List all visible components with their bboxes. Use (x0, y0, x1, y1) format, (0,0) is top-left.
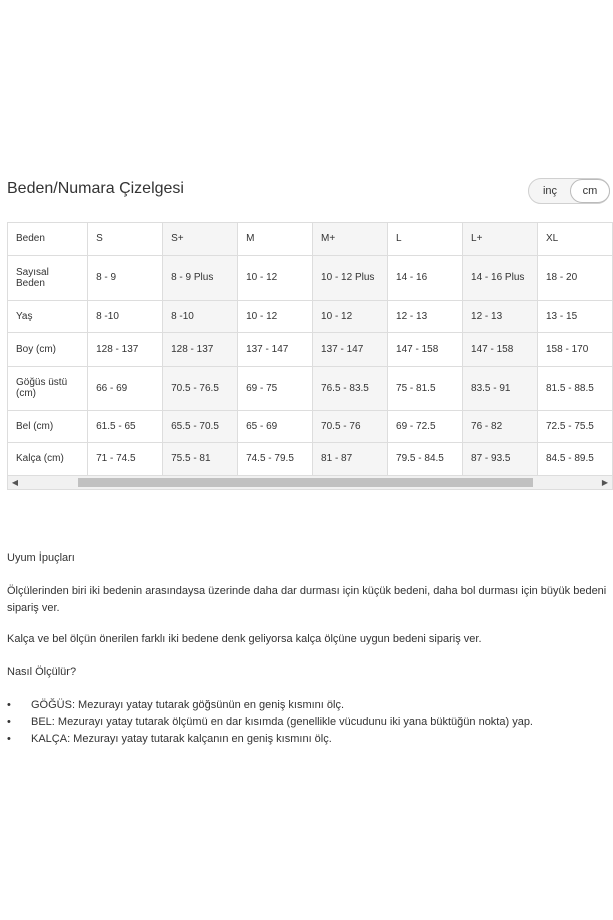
table-cell: 70.5 - 76 (313, 410, 388, 442)
table-cell: 81.5 - 88.5 (538, 366, 613, 410)
table-cell: 81 - 87 (313, 442, 388, 475)
size-chart-table (7, 222, 613, 475)
table-cell: 74.5 - 79.5 (238, 442, 313, 475)
how-to-measure-heading: Nasıl Ölçülür? (7, 666, 77, 678)
size-header-cell: S+ (163, 223, 238, 255)
row-label: Boy (cm) (8, 332, 88, 366)
table-cell: 8 -10 (163, 300, 238, 332)
scroll-right-icon[interactable]: ▶ (601, 478, 609, 487)
table-cell: 158 - 170 (538, 332, 613, 366)
measure-instructions-list (7, 697, 533, 748)
list-item: • BEL: Mezurayı yatay tutarak ölçümü en dar kısımda (genellikle vücudunu iki yana büktüğün nokta) yap. (7, 716, 533, 728)
table-cell: 65 - 69 (238, 410, 313, 442)
size-header-cell: L+ (463, 223, 538, 255)
table-cell: 10 - 12 (238, 300, 313, 332)
table-cell: 128 - 137 (163, 332, 238, 366)
row-label: Sayısal Beden (8, 255, 88, 300)
row-label: Bel (cm) (8, 410, 88, 442)
table-cell: 69 - 75 (238, 366, 313, 410)
page-title: Beden/Numara Çizelgesi (7, 180, 184, 197)
table-cell: 14 - 16 Plus (463, 255, 538, 300)
list-item-text: BEL: Mezurayı yatay tutarak ölçümü en dar kısımda (genellikle vücudunu iki yana büktüğün nokta) yap. (31, 716, 533, 728)
table-cell: 83.5 - 91 (463, 366, 538, 410)
table-cell: 87 - 93.5 (463, 442, 538, 475)
table-row (8, 410, 613, 442)
table-cell: 12 - 13 (388, 300, 463, 332)
size-header-cell: XL (538, 223, 613, 255)
size-header-cell: M (238, 223, 313, 255)
table-cell: 75 - 81.5 (388, 366, 463, 410)
fit-tips-heading: Uyum İpuçları (7, 552, 75, 564)
unit-option-cm[interactable]: cm (570, 179, 610, 203)
table-cell: 70.5 - 76.5 (163, 366, 238, 410)
table-cell: 13 - 15 (538, 300, 613, 332)
fit-tips-paragraph: Kalça ve bel ölçün önerilen farklı iki bedene denk geliyorsa kalça ölçüne uygun bedeni sipariş ver. (7, 633, 482, 645)
horizontal-scrollbar[interactable] (7, 475, 613, 490)
size-header-cell: L (388, 223, 463, 255)
table-row (8, 300, 613, 332)
unit-option-inch[interactable]: inç (542, 185, 558, 197)
table-cell: 79.5 - 84.5 (388, 442, 463, 475)
row-label: Yaş (8, 300, 88, 332)
row-label: Kalça (cm) (8, 442, 88, 475)
table-cell: 14 - 16 (388, 255, 463, 300)
table-cell: 76.5 - 83.5 (313, 366, 388, 410)
table-cell: 137 - 147 (238, 332, 313, 366)
table-cell: 76 - 82 (463, 410, 538, 442)
table-cell: 10 - 12 (238, 255, 313, 300)
table-row (8, 366, 613, 410)
table-cell: 10 - 12 (313, 300, 388, 332)
list-item-text: KALÇA: Mezurayı yatay tutarak kalçanın en geniş kısmını ölç. (31, 733, 332, 745)
list-item: • GÖĞÜS: Mezurayı yatay tutarak göğsünün en geniş kısmını ölç. (7, 699, 345, 711)
header-label: Beden (8, 223, 88, 255)
table-cell: 8 - 9 (88, 255, 163, 300)
size-header-cell: M+ (313, 223, 388, 255)
table-cell: 61.5 - 65 (88, 410, 163, 442)
table-cell: 137 - 147 (313, 332, 388, 366)
table-cell: 10 - 12 Plus (313, 255, 388, 300)
table-cell: 8 - 9 Plus (163, 255, 238, 300)
table-cell: 71 - 74.5 (88, 442, 163, 475)
table-row (8, 442, 613, 475)
table-cell: 75.5 - 81 (163, 442, 238, 475)
list-item-text: GÖĞÜS: Mezurayı yatay tutarak göğsünün en geniş kısmını ölç. (31, 699, 345, 711)
table-cell: 69 - 72.5 (388, 410, 463, 442)
scroll-left-icon[interactable]: ◀ (11, 478, 19, 487)
table-cell: 147 - 158 (463, 332, 538, 366)
table-cell: 128 - 137 (88, 332, 163, 366)
fit-tips-paragraph: Ölçülerinden biri iki bedenin arasındaysa üzerinde daha dar durması için küçük bedeni, daha bol durması için büyük bedeni sipariş ver. (7, 585, 607, 614)
table-cell: 12 - 13 (463, 300, 538, 332)
table-row (8, 332, 613, 366)
table-cell: 66 - 69 (88, 366, 163, 410)
table-cell: 84.5 - 89.5 (538, 442, 613, 475)
table-cell: 18 - 20 (538, 255, 613, 300)
scrollbar-thumb[interactable] (78, 478, 533, 487)
table-cell: 8 -10 (88, 300, 163, 332)
list-item: • KALÇA: Mezurayı yatay tutarak kalçanın en geniş kısmını ölç. (7, 733, 332, 745)
table-cell: 72.5 - 75.5 (538, 410, 613, 442)
unit-toggle[interactable] (528, 178, 610, 204)
table-row (8, 255, 613, 300)
table-cell: 65.5 - 70.5 (163, 410, 238, 442)
size-header-row (8, 223, 613, 255)
size-header-cell: S (88, 223, 163, 255)
row-label: Göğüs üstü (cm) (8, 366, 88, 410)
table-cell: 147 - 158 (388, 332, 463, 366)
